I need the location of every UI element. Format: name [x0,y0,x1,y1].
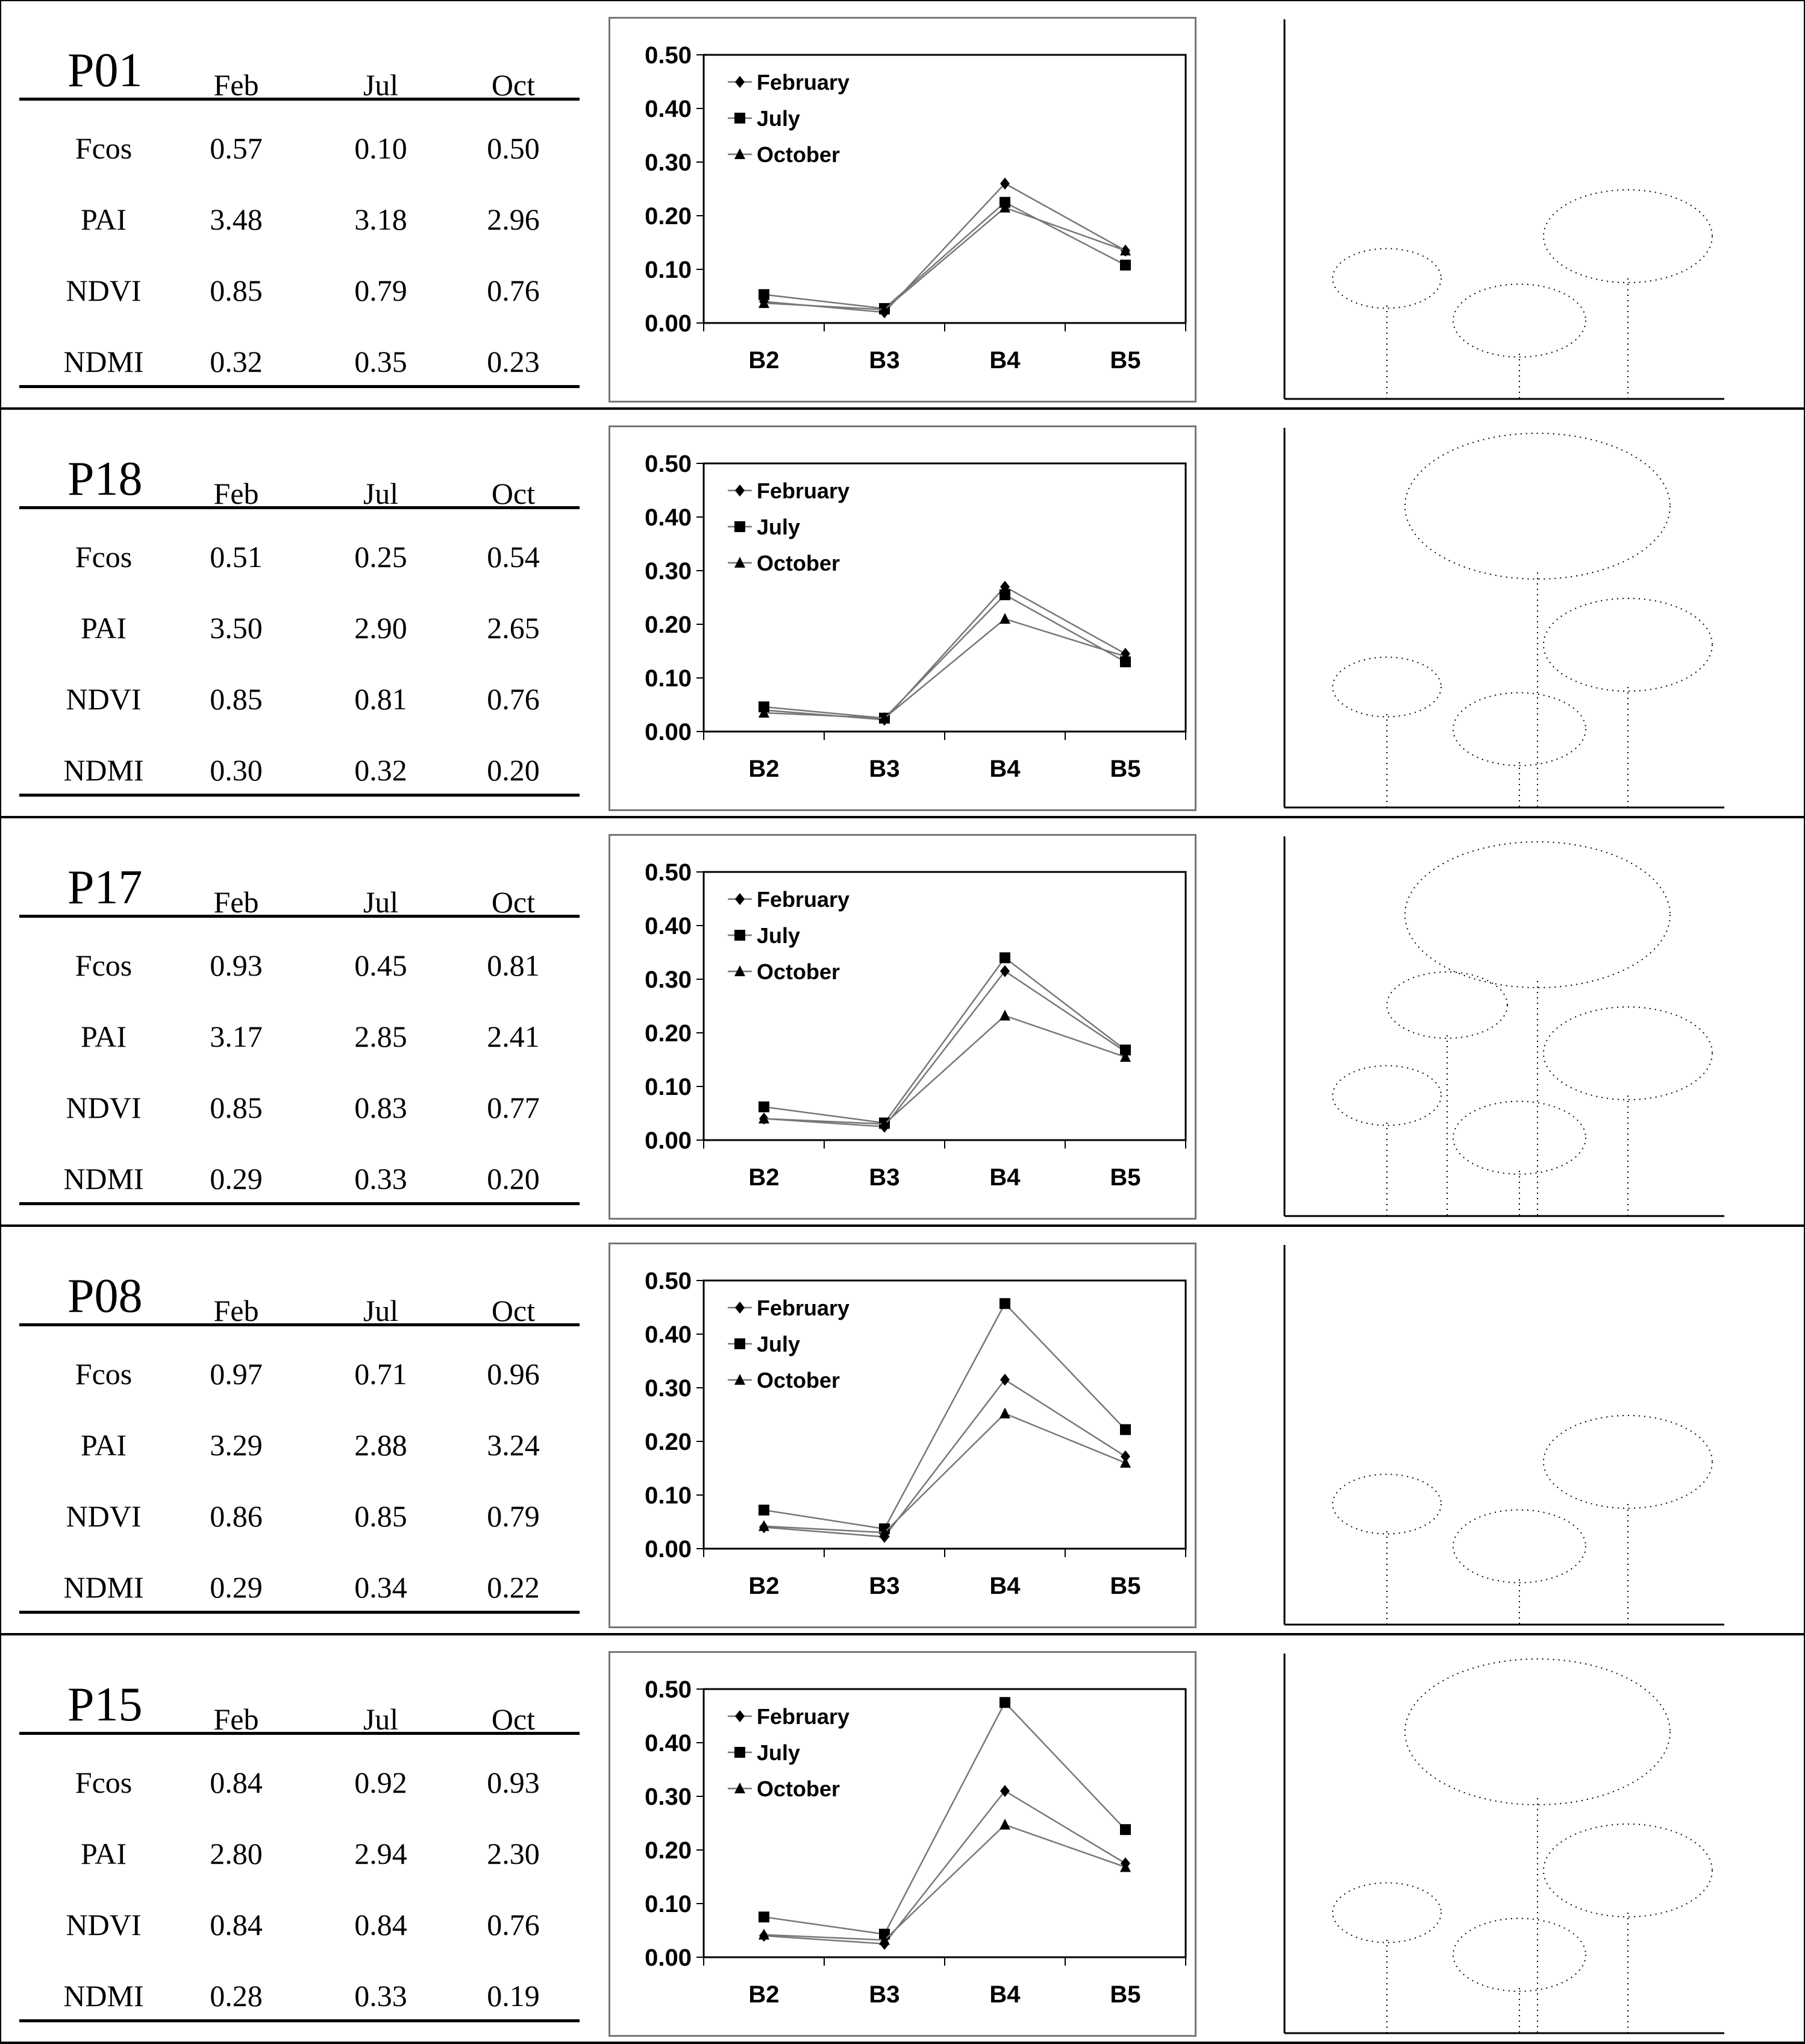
svg-text:0.40: 0.40 [645,913,692,939]
table-cell: 0.50 [487,131,540,165]
row-label: NDVI [66,1091,142,1124]
svg-text:B3: B3 [869,1981,900,2008]
svg-text:0.20: 0.20 [645,1837,692,1864]
column-header: Oct [491,1702,536,1736]
table-cell: 2.88 [354,1428,407,1462]
column-header: Jul [363,477,399,510]
svg-text:July: July [757,515,801,539]
panel-row-p01 [1,1,1804,410]
svg-text:B4: B4 [989,347,1021,374]
svg-text:B2: B2 [748,1164,780,1191]
table-row [19,314,580,388]
stats-table [19,1263,580,1614]
table-cell: 3.48 [210,202,263,236]
svg-text:0.50: 0.50 [645,42,692,69]
svg-text:0.30: 0.30 [645,967,692,993]
table-cell: 0.76 [487,682,540,716]
row-label: PAI [81,202,127,236]
table-cell: 0.92 [354,1766,407,1799]
row-label: PAI [81,1837,127,1870]
canopy-profile-drawing [1266,7,1772,405]
stats-table [19,37,580,388]
panel-row-p15 [1,1635,1804,2044]
row-label: PAI [81,1428,127,1462]
svg-text:0.10: 0.10 [645,257,692,283]
row-label: NDMI [63,1979,144,2013]
table-row [19,1060,580,1131]
stats-table [19,854,580,1205]
table-row [19,1326,580,1397]
table-cell: 3.18 [354,202,407,236]
svg-text:0.10: 0.10 [645,665,692,692]
table-cell: 0.96 [487,1357,540,1391]
table-cell: 0.71 [354,1357,407,1391]
column-header: Jul [363,885,399,919]
svg-text:B3: B3 [869,347,900,374]
table-cell: 3.50 [210,611,263,645]
table-row [19,989,580,1060]
row-label: NDVI [66,274,142,307]
column-header: Oct [491,68,536,102]
plot-id: P08 [67,1270,143,1323]
canopy-profile-drawing [1266,416,1772,814]
table-cell: 0.84 [210,1908,263,1942]
svg-text:October: October [757,1776,840,1801]
table-cell: 0.30 [210,753,263,787]
svg-text:0.50: 0.50 [645,451,692,477]
svg-text:0.00: 0.00 [645,310,692,337]
table-cell: 0.81 [354,682,407,716]
plot-id: P17 [67,861,143,914]
svg-text:0.20: 0.20 [645,612,692,638]
table-cell: 3.17 [210,1020,263,1053]
svg-text:February: February [757,1704,850,1729]
reflectance-chart [608,1651,1197,2037]
table-cell: 0.19 [487,1979,540,2013]
svg-text:0.20: 0.20 [645,203,692,230]
table-cell: 0.97 [210,1357,263,1391]
svg-text:October: October [757,959,840,984]
svg-text:0.00: 0.00 [645,719,692,745]
svg-text:October: October [757,1368,840,1393]
table-cell: 0.29 [210,1570,263,1604]
table-cell: 2.41 [487,1020,540,1053]
table-cell: 0.84 [354,1908,407,1942]
row-label: NDMI [63,1570,144,1604]
table-row [19,243,580,314]
table-cell: 0.57 [210,131,263,165]
table-cell: 0.25 [354,540,407,574]
row-label: NDVI [66,1908,142,1942]
table-row [19,1540,580,1614]
table-cell: 0.83 [354,1091,407,1124]
reflectance-chart [608,425,1197,811]
panel-row-p18 [1,410,1804,818]
table-cell: 0.23 [487,345,540,378]
table-row [19,1131,580,1205]
row-label: NDMI [63,753,144,787]
table-cell: 0.22 [487,1570,540,1604]
svg-text:B3: B3 [869,756,900,782]
row-label: PAI [81,1020,127,1053]
column-header: Jul [363,1702,399,1736]
svg-text:0.20: 0.20 [645,1020,692,1047]
table-cell: 0.28 [210,1979,263,2013]
table-cell: 3.29 [210,1428,263,1462]
canopy-profile-drawing [1266,1641,1772,2039]
table-row [19,509,580,580]
table-cell: 0.85 [354,1499,407,1533]
svg-text:B5: B5 [1110,756,1141,782]
svg-text:0.10: 0.10 [645,1891,692,1917]
table-cell: 0.81 [487,948,540,982]
svg-text:B5: B5 [1110,1981,1141,2008]
table-cell: 0.93 [210,948,263,982]
canopy-profile-drawing [1266,824,1772,1222]
stats-table [19,1672,580,2022]
table-cell: 3.24 [487,1428,540,1462]
svg-text:B5: B5 [1110,1164,1141,1191]
svg-text:February: February [757,478,850,503]
table-row [19,580,580,651]
table-cell: 0.76 [487,1908,540,1942]
svg-text:B4: B4 [989,756,1021,782]
table-cell: 0.86 [210,1499,263,1533]
table-cell: 2.90 [354,611,407,645]
svg-text:B5: B5 [1110,347,1141,374]
svg-text:July: July [757,106,801,131]
table-row [19,101,580,172]
svg-text:0.00: 0.00 [645,1127,692,1154]
reflectance-chart [608,834,1197,1220]
panel-row-p08 [1,1227,1804,1635]
table-cell: 0.33 [354,1162,407,1196]
svg-text:B4: B4 [989,1164,1021,1191]
table-row [19,1806,580,1877]
table-cell: 0.54 [487,540,540,574]
svg-text:B2: B2 [748,1981,780,2008]
table-cell: 0.32 [354,753,407,787]
svg-text:0.30: 0.30 [645,1784,692,1810]
svg-text:0.40: 0.40 [645,504,692,531]
svg-text:October: October [757,551,840,575]
svg-text:July: July [757,1332,801,1356]
plot-id: P01 [67,44,143,97]
svg-text:0.00: 0.00 [645,1536,692,1563]
row-label: NDVI [66,682,142,716]
svg-text:February: February [757,887,850,912]
table-row [19,651,580,723]
table-cell: 0.35 [354,345,407,378]
table-cell: 0.85 [210,274,263,307]
table-cell: 0.29 [210,1162,263,1196]
svg-text:0.10: 0.10 [645,1482,692,1509]
row-label: Fcos [75,948,133,982]
table-cell: 2.85 [354,1020,407,1053]
svg-text:0.40: 0.40 [645,1730,692,1757]
table-row [19,1397,580,1469]
svg-text:July: July [757,923,801,948]
svg-text:B5: B5 [1110,1573,1141,1599]
table-row [19,723,580,797]
column-header: Oct [491,885,536,919]
table-cell: 0.85 [210,682,263,716]
svg-text:0.30: 0.30 [645,149,692,176]
table-cell: 2.65 [487,611,540,645]
table-cell: 2.80 [210,1837,263,1870]
column-header: Feb [213,477,259,510]
table-cell: 0.93 [487,1766,540,1799]
svg-text:B4: B4 [989,1573,1021,1599]
table-cell: 0.10 [354,131,407,165]
column-header: Feb [213,885,259,919]
table-row [19,172,580,243]
column-header: Oct [491,1294,536,1328]
table-cell: 2.94 [354,1837,407,1870]
row-label: Fcos [75,540,133,574]
table-row [19,1469,580,1540]
row-label: Fcos [75,1766,133,1799]
svg-text:February: February [757,1296,850,1320]
svg-text:B3: B3 [869,1573,900,1599]
table-cell: 0.45 [354,948,407,982]
svg-text:0.40: 0.40 [645,96,692,122]
table-cell: 0.77 [487,1091,540,1124]
table-cell: 0.34 [354,1570,407,1604]
svg-text:0.30: 0.30 [645,558,692,585]
table-cell: 2.96 [487,202,540,236]
svg-text:B2: B2 [748,1573,780,1599]
row-label: Fcos [75,131,133,165]
table-row [19,1948,580,2022]
column-header: Oct [491,477,536,510]
svg-text:0.50: 0.50 [645,1676,692,1703]
table-cell: 0.76 [487,274,540,307]
svg-text:B4: B4 [989,1981,1021,2008]
table-row [19,1877,580,1948]
row-label: NDMI [63,345,144,378]
svg-text:0.10: 0.10 [645,1074,692,1100]
svg-text:0.40: 0.40 [645,1321,692,1348]
column-header: Feb [213,1294,259,1328]
plot-id: P18 [67,453,143,506]
svg-text:October: October [757,142,840,167]
svg-text:B2: B2 [748,756,780,782]
row-label: NDMI [63,1162,144,1196]
table-cell: 2.30 [487,1837,540,1870]
table-cell: 0.20 [487,753,540,787]
svg-text:B3: B3 [869,1164,900,1191]
svg-text:July: July [757,1740,801,1765]
svg-text:0.30: 0.30 [645,1375,692,1402]
column-header: Feb [213,68,259,102]
row-label: NDVI [66,1499,142,1533]
svg-text:0.00: 0.00 [645,1945,692,1971]
svg-text:0.50: 0.50 [645,1268,692,1294]
table-cell: 0.20 [487,1162,540,1196]
table-cell: 0.79 [354,274,407,307]
svg-text:February: February [757,70,850,95]
table-cell: 0.33 [354,1979,407,2013]
column-header: Jul [363,1294,399,1328]
reflectance-chart [608,1243,1197,1628]
table-cell: 0.84 [210,1766,263,1799]
table-cell: 0.79 [487,1499,540,1533]
reflectance-chart [608,17,1197,403]
svg-text:0.50: 0.50 [645,859,692,886]
row-label: PAI [81,611,127,645]
table-row [19,918,580,989]
column-header: Feb [213,1702,259,1736]
canopy-profile-drawing [1266,1233,1772,1631]
plot-id: P15 [67,1678,143,1731]
column-header: Jul [363,68,399,102]
table-cell: 0.51 [210,540,263,574]
row-label: Fcos [75,1357,133,1391]
panel-row-p17 [1,818,1804,1227]
svg-text:0.20: 0.20 [645,1429,692,1455]
table-row [19,1735,580,1806]
table-cell: 0.85 [210,1091,263,1124]
table-cell: 0.32 [210,345,263,378]
svg-text:B2: B2 [748,347,780,374]
stats-table [19,446,580,797]
